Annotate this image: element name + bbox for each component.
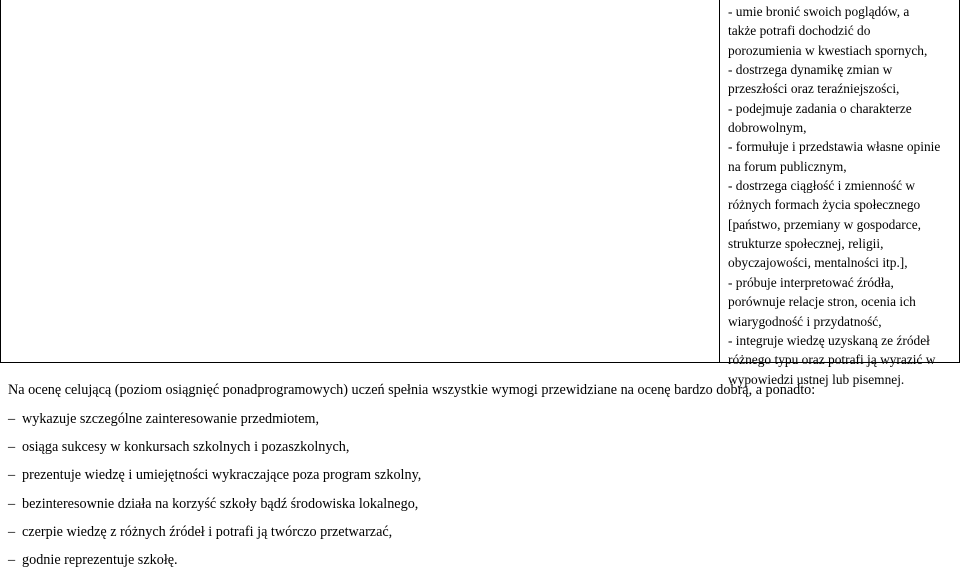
requirements-line: - umie bronić swoich poglądów, a (728, 4, 910, 19)
dash-bullet: – (8, 551, 16, 568)
requirements-line: strukturze społecznej, religii, (728, 236, 884, 252)
requirements-line: - próbuje interpretować źródła, (728, 274, 894, 290)
requirements-line: [państwo, przemiany w gospodarce, (728, 216, 921, 232)
requirements-line: dobrowolnym, (728, 120, 807, 136)
list-item-text: osiąga sukcesy w konkursach szkolnych i pozaszkolnych, (22, 439, 350, 456)
requirements-line: przeszłości oraz teraźniejszości, (728, 81, 900, 97)
excellent-grade-intro: Na ocenę celującą (poziom osiągnięć ponadprogramowych) uczeń spełnia wszystkie wymogi przewidziane na ocenę bardzo dobrą, a ponadto: (8, 382, 816, 398)
requirements-line: - podejmuje zadania o charakterze (728, 100, 912, 116)
table-cell-requirements (719, 0, 960, 387)
dash-bullet: – (8, 495, 16, 512)
list-item-text: bezinteresownie działa na korzyść szkoły bądź środowiska lokalnego, (22, 495, 419, 512)
requirements-line: - integruje wiedzę uzyskaną ze źródeł (728, 332, 930, 348)
list-item-text: prezentuje wiedzę i umiejętności wykraczające poza program szkolny, (22, 467, 422, 484)
list-item-text: wykazuje szczególne zainteresowanie przedmiotem, (22, 411, 320, 427)
requirements-line: - formułuje i przedstawia własne opinie (728, 139, 941, 155)
dash-bullet: – (8, 411, 16, 427)
requirements-line: obyczajowości, mentalności itp.], (728, 255, 908, 271)
requirements-line: porównuje relacje stron, ocenia ich (728, 294, 916, 310)
requirements-line: wypowiedzi ustnej lub pisemnej. (728, 371, 905, 387)
requirements-line: wiarygodność i przydatność, (728, 313, 882, 329)
requirements-line: - dostrzega ciągłość i zmienność w (728, 178, 916, 194)
list-item-text: godnie reprezentuje szkołę. (22, 551, 178, 568)
requirements-line: - dostrzega dynamikę zmian w (728, 62, 893, 78)
requirements-text (728, 2, 960, 389)
requirements-line: różnych formach życia społecznego (728, 197, 921, 213)
dash-bullet: – (8, 523, 16, 540)
requirements-line: porozumienia w kwestiach spornych, (728, 42, 928, 58)
dash-bullet: – (8, 467, 16, 484)
table-cell-empty (1, 0, 719, 362)
list-item-text: czerpie wiedzę z różnych źródeł i potrafi ją twórczo przetwarzać, (22, 523, 393, 540)
requirements-line: różnego typu oraz potrafi ją wyrazić w (728, 352, 936, 368)
requirements-line: także potrafi dochodzić do (728, 23, 871, 39)
dash-bullet: – (8, 439, 16, 456)
requirements-line: na forum publicznym, (728, 158, 847, 174)
